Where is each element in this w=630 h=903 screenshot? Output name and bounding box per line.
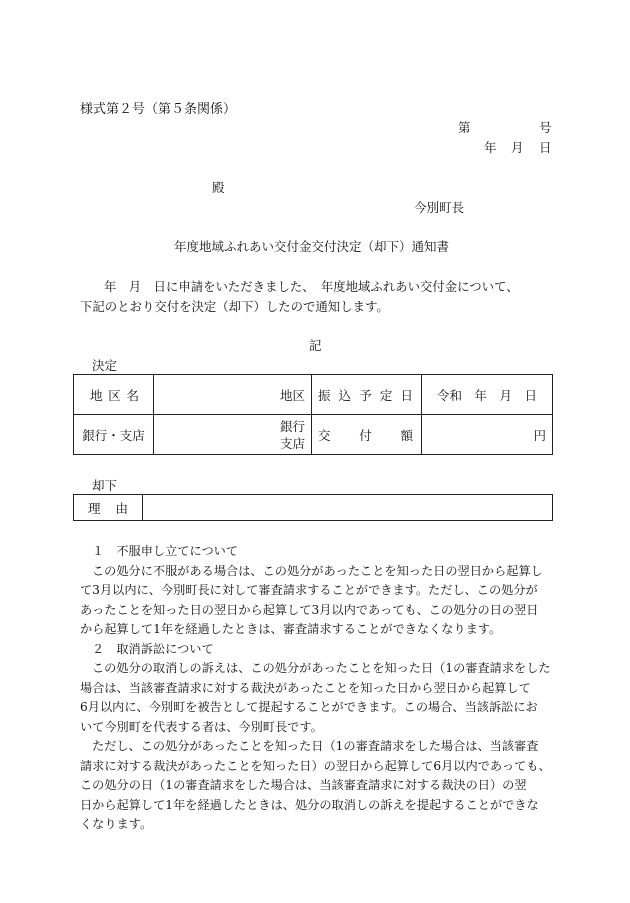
transfer-label-char-2: 込	[338, 387, 352, 403]
bank-branch-label: 銀行・支店	[82, 427, 145, 443]
date-month-label: 月	[511, 140, 524, 155]
proviso-line-1: ただし、この処分があったことを知った日（1の審査請求をした場合は、当該審査	[92, 739, 539, 753]
decision-table	[73, 374, 553, 455]
district-name-field[interactable]	[154, 375, 312, 415]
reason-label-char-1: 理	[88, 500, 101, 516]
proviso-line-4: 日から起算して1年を経過したときは、処分の取消しの訴えを提起することができな	[80, 797, 539, 812]
notes-section	[80, 542, 560, 835]
transfer-label-char-1: 振	[318, 387, 331, 403]
intro-line-1: 年 月 日に申請をいただきました、 年度地域ふれあい交付金について、	[104, 279, 519, 294]
district-label-char-2: 区	[108, 387, 121, 403]
amount-label-char-2: 付	[359, 427, 372, 443]
transfer-date-label-cell	[312, 375, 422, 415]
intro-line-2: 下記のとおり交付を決定（却下）したので通知します。	[80, 299, 389, 314]
district-label-char-1: 地	[90, 387, 103, 403]
objection-line-2: て3月以内に、今別町長に対して審査請求することができます。ただし、この処分が	[80, 583, 538, 597]
district-name-label-cell	[74, 375, 154, 415]
lawsuit-line-1: この処分の取消しの訴えは、この処分があったことを知った日（1の審査請求をした	[92, 661, 551, 675]
bank-suffix: 銀行	[279, 418, 305, 434]
rejection-label: 却下	[92, 478, 118, 493]
ki-label: 記	[309, 338, 322, 353]
objection-heading: １ 不服申し立てについて	[92, 544, 239, 558]
decision-label: 決定	[92, 358, 118, 373]
proviso-line-3: この処分の日（1の審査請求をした場合は、当該審査請求に対する裁決の日）の翌	[80, 778, 527, 792]
grant-amount-label-cell	[312, 415, 422, 455]
form-number-label: 様式第２号（第５条関係）	[80, 102, 237, 117]
transfer-label-char-3: 予	[359, 387, 372, 403]
document-number-go: 号	[539, 120, 552, 135]
objection-line-3: あったことを知った日の翌日から起算して3月以内であっても、この処分の日の翌日	[80, 602, 539, 617]
date-year-label: 年	[484, 140, 497, 155]
reason-label-char-2: 由	[115, 500, 128, 516]
grant-amount-field[interactable]	[422, 415, 553, 455]
sender-name: 今別町長	[414, 200, 465, 215]
amount-suffix: 円	[533, 427, 546, 443]
transfer-date-value: 令和 年 月 日	[436, 387, 537, 403]
transfer-label-char-4: 定	[379, 387, 393, 403]
proviso-line-5: くなります。	[80, 817, 153, 831]
lawsuit-heading: ２ 取消訴訟について	[92, 641, 214, 656]
rejection-table	[73, 494, 553, 521]
transfer-label-char-5: 日	[400, 387, 413, 403]
date-day-label: 日	[539, 140, 552, 155]
amount-label-char-1: 交	[318, 427, 331, 443]
document-title: 年度地域ふれあい交付金交付決定（却下）通知書	[174, 239, 450, 254]
objection-line-4: から起算して1年を経過したときは、審査請求することができなくなります。	[80, 622, 502, 636]
document-number-dai: 第	[458, 120, 471, 135]
bank-branch-field[interactable]	[154, 415, 312, 455]
amount-label-char-3: 額	[400, 427, 413, 443]
addressee-suffix: 殿	[212, 180, 225, 195]
proviso-line-2: 請求に対する裁決があったことを知った日）の翌日から起算して6月以内であっても、	[80, 758, 551, 773]
objection-line-1: この処分に不服がある場合は、この処分があったことを知った日の翌日から起算し	[92, 563, 543, 578]
bank-branch-label-cell	[74, 415, 154, 455]
district-suffix: 地区	[279, 387, 305, 403]
transfer-date-field[interactable]	[422, 375, 553, 415]
lawsuit-line-2: 場合は、当該審査請求に対する裁決があったことを知った日から翌日から起算して	[80, 680, 531, 695]
reason-field[interactable]	[143, 495, 553, 521]
branch-suffix: 支店	[279, 435, 305, 451]
district-label-char-3: 名	[126, 387, 139, 403]
lawsuit-line-3: 6月以内に、今別町を被告として提起することができます。この場合、当該訴訟にお	[80, 700, 538, 714]
reason-label-cell	[74, 495, 143, 521]
lawsuit-line-4: いて今別町を代表する者は、今別町長です。	[80, 719, 323, 734]
